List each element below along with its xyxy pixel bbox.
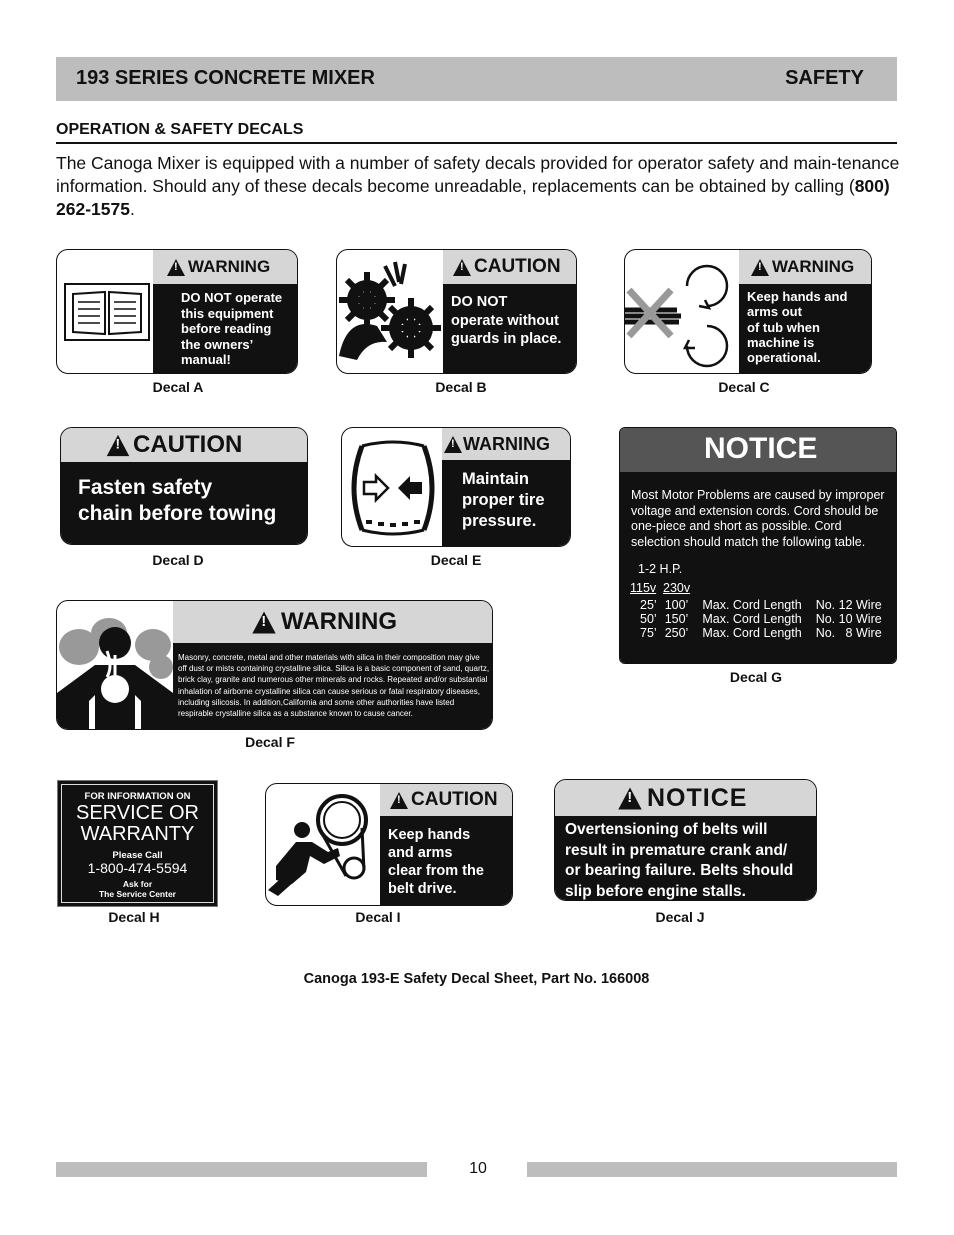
caution-icon [107, 434, 130, 455]
decal-b-header: ! CAUTION [443, 250, 577, 284]
decal-d [60, 427, 308, 545]
decal-e-text: Maintain proper tire pressure. [462, 470, 545, 530]
warning-icon [252, 611, 275, 633]
decal-g-body: Most Motor Problems are caused by improper voltage and extension cords. Cord should be one-piece and short as possible. Cord selection should match the following table. [631, 488, 885, 549]
warning-icon [444, 436, 462, 453]
decal-d-header: ! CAUTION [61, 428, 308, 462]
page-title: 193 SERIES CONCRETE MIXER [76, 67, 375, 89]
decal-j-header: ! NOTICE [555, 780, 817, 816]
decal-g-header: NOTICE [704, 432, 818, 465]
decal-h-phone: 1-800-474-5594 [87, 860, 188, 876]
decal-i [265, 783, 513, 906]
decal-g-col-230v: 230v [663, 581, 691, 595]
decal-a [56, 249, 298, 374]
rotating-tub-icon [625, 256, 737, 368]
table-row: 25’ 100’ Max. Cord Length No. 12 Wire [640, 598, 882, 612]
decal-a-header: ! WARNING [153, 250, 298, 284]
sheet-caption: Canoga 193-E Safety Decal Sheet, Part No. 166008 [303, 971, 650, 987]
belt-drive-hazard-icon [268, 790, 378, 902]
decal-j [554, 779, 817, 901]
footer-bar-left [56, 1162, 427, 1177]
decal-b-text: DO NOT operate without guards in place. [451, 294, 562, 347]
decal-j-text: Overtensioning of belts will result in premature crank and/ or bearing failure. Belts should slip before engine stalls. [565, 821, 794, 900]
decal-g-col-115v: 115v [630, 581, 657, 595]
caution-icon [453, 259, 471, 276]
gears-icon [337, 256, 441, 366]
decal-g-hp: 1-2 H.P. [638, 562, 683, 576]
table-row: 50’ 150’ Max. Cord Length No. 10 Wire [640, 612, 882, 626]
section-heading: OPERATION & SAFETY DECALS [56, 121, 304, 138]
book-icon [63, 282, 151, 342]
decal-c-header: ! WARNING [739, 250, 872, 284]
section-divider [56, 142, 897, 144]
decal-e-caption: Decal E [430, 552, 482, 568]
decal-h-caption: Decal H [108, 909, 160, 925]
footer-bar-right [527, 1162, 897, 1177]
decal-b-caption: Decal B [435, 379, 487, 395]
decal-a-text: DO NOT operate this equipment before reading the owners’ manual! [181, 290, 283, 367]
respiratory-hazard-icon [57, 611, 173, 729]
decal-c-caption: Decal C [718, 379, 770, 395]
decal-b [336, 249, 577, 374]
decal-g-caption: Decal G [729, 669, 783, 685]
decal-e [341, 427, 571, 547]
decal-f-header: ! WARNING [173, 601, 493, 643]
warning-icon [167, 259, 185, 276]
notice-icon [618, 787, 641, 809]
decal-i-text: Keep hands and arms clear from the belt drive. [388, 827, 484, 897]
decal-f-caption: Decal F [245, 734, 295, 750]
decal-h: FOR INFORMATION ON SERVICE OR WARRANTY Please Call 1-800-474-5594 Ask for The Service Center [57, 780, 218, 907]
decal-g [619, 427, 897, 664]
intro-paragraph: The Canoga Mixer is equipped with a number of safety decals provided for operator safety and main-tenance information. Should any of these decals become unreadable, replacements can be obtained by calling (800) 262-1575. [56, 153, 900, 219]
warning-icon [751, 259, 769, 276]
decal-i-header: ! CAUTION [380, 784, 513, 816]
section-label: SAFETY [785, 67, 864, 89]
decal-d-text: Fasten safety chain before towing [78, 476, 277, 525]
page-number: 10 [469, 1160, 487, 1177]
decal-d-caption: Decal D [152, 552, 204, 568]
decal-e-header: ! WARNING [442, 428, 571, 460]
cord-length-table [636, 598, 886, 640]
decal-c [624, 249, 872, 374]
decal-f-body: Masonry, concrete, metal and other materials with silica in their composition may give off dust or mists containing crystalline silica. Silica is a basic component of sand, quartz, brick clay, granite and numerous other minerals and rocks. Repeated and/or substantial inhalation of airborne crystalline silica can cause serious or fatal respiratory diseases, including silicosis. In addition,California and some other authorities have listed respirable crystalline silica as a substance known to cause cancer. [178, 653, 490, 719]
decal-i-caption: Decal I [355, 909, 401, 925]
tire-pressure-icon [344, 434, 442, 542]
decal-a-caption: Decal A [152, 379, 204, 395]
decal-j-caption: Decal J [655, 909, 705, 925]
decal-f [56, 600, 493, 730]
decal-c-text: Keep hands and arms out of tub when machine is operational. [747, 289, 848, 366]
table-row: 75’ 250’ Max. Cord Length No. 8 Wire [640, 626, 882, 640]
caution-icon [390, 792, 408, 809]
